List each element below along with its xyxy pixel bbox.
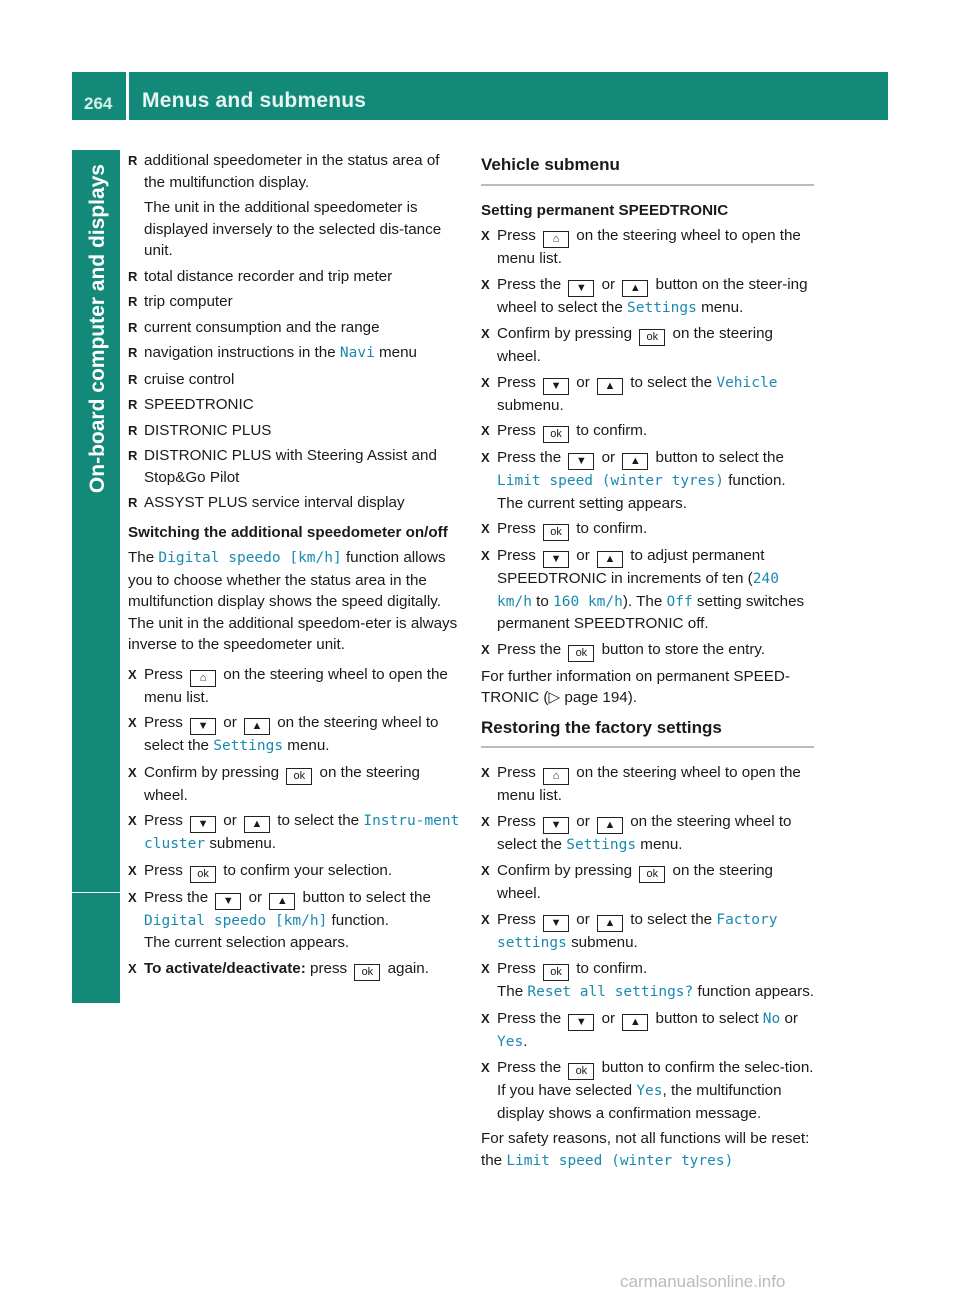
page-ref-arrow-icon: ▷: [548, 689, 561, 706]
down-key-icon: ▼: [543, 551, 569, 568]
left-column: [128, 150, 461, 985]
menu-code-navi: Navi: [339, 345, 375, 361]
up-key-icon: ▲: [244, 816, 270, 833]
down-key-icon: ▼: [543, 378, 569, 395]
page-header: [72, 72, 888, 120]
up-key-icon: ▲: [622, 280, 648, 297]
step-item: X Press ok to confirm your selection.: [128, 860, 461, 883]
step-item: X Press ▼ or ▲ on the steering wheel to select the Settings menu.: [481, 811, 814, 857]
header-divider: [126, 72, 129, 120]
down-key-icon: ▼: [543, 915, 569, 932]
step-item: X Press ▼ or ▲ to select the Instru-ment cluster submenu.: [128, 810, 461, 856]
further-info: For further information on permanent SPEED-TRONIC (▷ page 194).: [481, 667, 790, 706]
step-item: X Press the ▼ or ▲ button on the steer-ing wheel to select the Settings menu.: [481, 274, 814, 320]
ok-key-icon: ok: [639, 866, 665, 883]
ok-key-icon: ok: [639, 329, 665, 346]
step-item: X Press ▼ or ▲ on the steering wheel to select the Settings menu.: [128, 712, 461, 758]
step-item: X To activate/deactivate: press ok again.: [128, 958, 461, 981]
step-item: X Press ok to confirm. The Reset all settings? function appears.: [481, 958, 814, 1004]
step-item: X Press ▼ or ▲ to select the Vehicle submenu.: [481, 372, 814, 417]
list-item: R cruise control: [128, 369, 461, 391]
safety-note: For safety reasons, not all functions will be reset: the Limit speed (winter tyres): [481, 1130, 810, 1169]
up-key-icon: ▲: [597, 817, 623, 834]
step-item: X Press ▼ or ▲ to select the Factory settings submenu.: [481, 909, 814, 955]
step-item: X Press ok to confirm.: [481, 518, 814, 541]
page-title: Menus and submenus: [142, 89, 367, 112]
home-key-icon: ⌂: [190, 670, 216, 687]
step-item: X Press ⌂ on the steering wheel to open the menu list.: [128, 664, 461, 709]
home-key-icon: ⌂: [543, 231, 569, 248]
list-item: R total distance recorder and trip meter: [128, 266, 461, 288]
side-tab: [72, 150, 120, 892]
down-key-icon: ▼: [190, 718, 216, 735]
list-item: R navigation instructions in the Navi menu: [128, 342, 461, 365]
ok-key-icon: ok: [568, 645, 594, 662]
speedtronic-heading: Setting permanent SPEEDTRONIC: [481, 201, 729, 219]
up-key-icon: ▲: [597, 378, 623, 395]
ok-key-icon: ok: [543, 964, 569, 981]
up-key-icon: ▲: [597, 915, 623, 932]
list-item: R DISTRONIC PLUS: [128, 420, 461, 442]
list-item: R ASSYST PLUS service interval display: [128, 492, 461, 514]
down-key-icon: ▼: [568, 453, 594, 470]
list-item: R SPEEDTRONIC: [128, 394, 461, 416]
step-item: X Press ⌂ on the steering wheel to open the menu list.: [481, 762, 814, 807]
watermark: carmanualsonline.info: [620, 1272, 786, 1291]
ok-key-icon: ok: [543, 426, 569, 443]
step-item: X Press the ▼ or ▲ button to select the Digital speedo [km/h] function. The current selection appears.: [128, 887, 461, 954]
up-key-icon: ▲: [622, 1014, 648, 1031]
page-number: 264: [84, 94, 113, 113]
ok-key-icon: ok: [286, 768, 312, 785]
side-tab-footer: [72, 893, 120, 1003]
up-key-icon: ▲: [597, 551, 623, 568]
list-item-note: The unit in the additional speedometer is displayed inversely to the selected dis-tance unit.: [144, 199, 442, 259]
down-key-icon: ▼: [215, 893, 241, 910]
step-item: X Confirm by pressing ok on the steering wheel.: [128, 762, 461, 807]
list-item: R trip computer: [128, 291, 461, 313]
step-item: X Press the ▼ or ▲ button to select No or Yes.: [481, 1008, 814, 1054]
step-item: X Press ⌂ on the steering wheel to open the menu list.: [481, 225, 814, 270]
list-item: R additional speedometer in the status area of the multifunction display.: [128, 150, 461, 193]
ok-key-icon: ok: [568, 1063, 594, 1080]
vehicle-submenu-heading: Vehicle submenu: [481, 154, 814, 186]
step-item: X Confirm by pressing ok on the steering wheel.: [481, 860, 814, 905]
down-key-icon: ▼: [568, 1014, 594, 1031]
switch-speedometer-heading: Switching the additional speedometer on/off: [128, 523, 448, 541]
step-item: X Press the ok button to store the entry.: [481, 639, 814, 662]
step-item: X Press ok to confirm.: [481, 420, 814, 443]
home-key-icon: ⌂: [543, 768, 569, 785]
down-key-icon: ▼: [543, 817, 569, 834]
factory-settings-heading: Restoring the factory settings: [481, 717, 814, 749]
step-item: X Confirm by pressing ok on the steering wheel.: [481, 323, 814, 368]
page-number-box: [72, 72, 126, 120]
side-tab-label: On-board computer and displays: [86, 164, 109, 494]
up-key-icon: ▲: [269, 893, 295, 910]
ok-key-icon: ok: [543, 524, 569, 541]
list-item: R DISTRONIC PLUS with Steering Assist and Stop&Go Pilot: [128, 445, 461, 488]
switch-intro: The Digital speedo [km/h] function allows you to choose whether the status area in the multifunction display shows the speed digitally. The unit in the additional speedom-eter is always inverse to the speedometer unit.: [128, 549, 458, 653]
ok-key-icon: ok: [190, 866, 216, 883]
up-key-icon: ▲: [244, 718, 270, 735]
step-item: X Press ▼ or ▲ to adjust permanent SPEEDTRONIC in increments of ten (240 km/h to 160 km/h). The Off setting switches permanent SPEEDTRONIC off.: [481, 545, 814, 635]
right-column: [481, 150, 814, 1180]
down-key-icon: ▼: [190, 816, 216, 833]
up-key-icon: ▲: [622, 453, 648, 470]
down-key-icon: ▼: [568, 280, 594, 297]
list-item: R current consumption and the range: [128, 317, 461, 339]
step-item: X Press the ▼ or ▲ button to select the Limit speed (winter tyres) function. The current setting appears.: [481, 447, 814, 514]
step-item: X Press the ok button to confirm the selec-tion. If you have selected Yes, the multifunction display shows a confirmation message.: [481, 1057, 814, 1124]
ok-key-icon: ok: [354, 964, 380, 981]
